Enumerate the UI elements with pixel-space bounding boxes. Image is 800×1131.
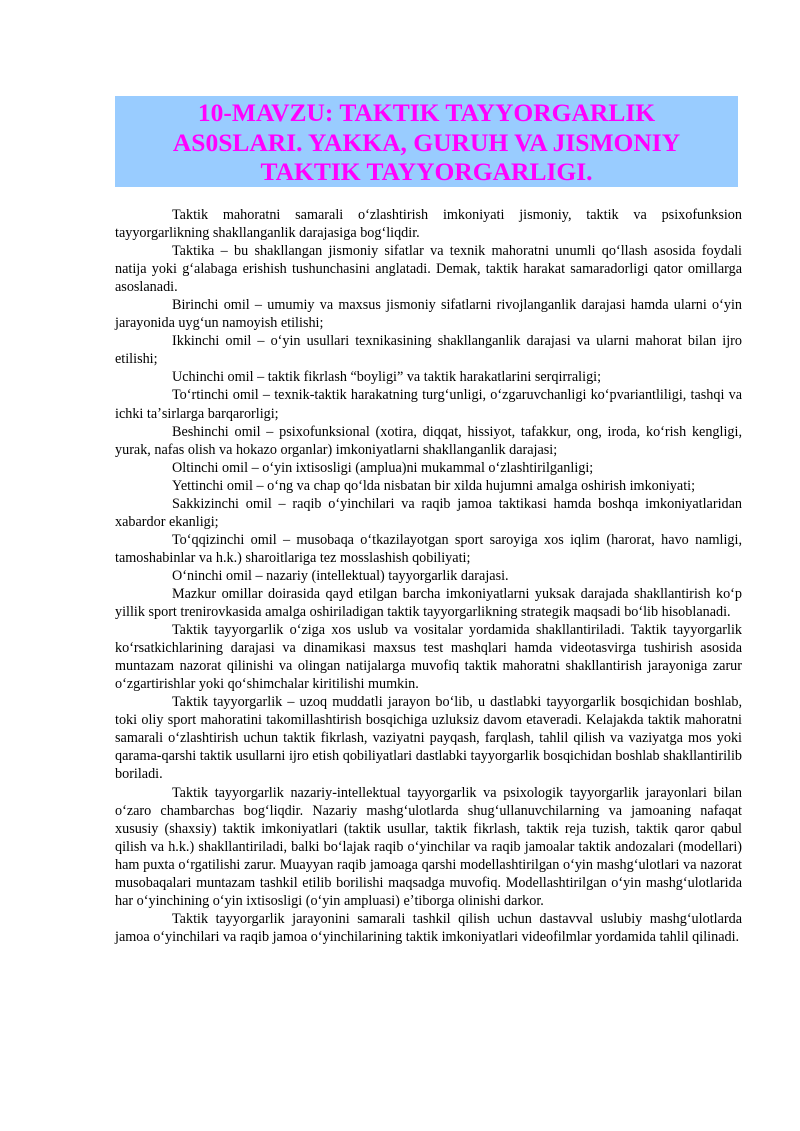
paragraph-1: Taktik mahoratni samarali oʻzlashtirish imkoniyati jismoniy, taktik va psixofunksion tayyorgarlikning shakllanganlik darajasiga bogʻliqdir. — [115, 207, 742, 242]
title-line-3: TAKTIK TAYYORGARLIGI. — [260, 157, 593, 186]
paragraph-8: Oltinchi omil – oʻyin ixtisosligi (amplua)ni mukammal oʻzlashtirilganligi; — [172, 459, 594, 476]
paragraph-17: Taktik tayyorgarlik jarayonini samarali tashkil qilish uchun dastavval uslubiy mashgʻulotlarda jamoa oʻyinchilari va raqib jamoa oʻyinchilarining taktik imkoniyatlari videofilmlar yordamida tahlil qilinadi. — [115, 910, 742, 945]
title-line-1: 10-MAVZU: TAKTIK TAYYORGARLIK — [197, 98, 656, 127]
paragraph-16: Taktik tayyorgarlik nazariy-intellektual tayyorgarlik va psixologik tayyorgarlik jarayonlari bilan oʻzaro chambarchas bogʻliqdir. Nazariy mashgʻulotlarda shugʻullanuvchilarning va jamoaning nafaqat xususiy (shaxsiy) taktik imkoniyatlari (taktik usullar, taktik fikrlash, taktik reja tuzish, taktik qaror qabul qilish va h.k.) shakllantiriladi, balki boʻlajak raqib oʻyinchilar va raqib jamoalar taktik andozalari (modellari) ham puxta oʻrgatilishi zarur. Muayyan raqib jamoaga qarshi modellashtirilgan oʻyin mashgʻulotlari va nazorat musobaqalari muntazam tashkil etilib borilishi maqsadga muvofiq. Modellashtirilgan oʻyin mashgʻulotlarida har oʻyinchining oʻyin ixtisosligi (oʻyin ampluasi) eʼtiborga olinishi darkor. — [115, 784, 742, 909]
paragraph-11: Toʻqqizinchi omil – musobaqa oʻtkazilayotgan sport saroyiga xos iqlim (harorat, havo namligi, tamoshabinlar va h.k.) sharoitlariga tez mosslashish qobiliyati; — [115, 531, 742, 566]
paragraph-15: Taktik tayyorgarlik – uzoq muddatli jarayon boʻlib, u dastlabki tayyorgarlik bosqichidan boshlab, toki oliy sport mahoratini takomillashtirish bosqichiga uzluksiz davom etaveradi. Kelajakda taktik mahoratni samarali oʻzlashtirish uchun taktik fikrlash, vaziyatni payqash, farqlash, tahlil qilish va vaziyatga mos yoki qarama-qarshi taktik usullarni ijro etish qobiliyatlari dastlabki tayyorgarlik bosqichidan boshlab shakllantirilib boriladi. — [115, 694, 742, 783]
body-text — [115, 206, 742, 946]
paragraph-10: Sakkizinchi omil – raqib oʻyinchilari va raqib jamoa taktikasi hamda boshqa imkoniyatlaridan xabardor ekanligi; — [115, 495, 742, 530]
page-title — [115, 98, 738, 187]
paragraph-3: Birinchi omil – umumiy va maxsus jismoniy sifatlarni rivojlanganlik darajasi hamda ularni oʻyin jarayonida uygʻun namoyish etilishi; — [115, 297, 742, 332]
title-line-2: AS0SLARI. YAKKA, GURUH VA JISMONIY — [172, 127, 681, 157]
paragraph-5: Uchinchi omil – taktik fikrlash “boyligi” va taktik harakatlarini serqirraligi; — [172, 369, 602, 386]
paragraph-9: Yettinchi omil – oʻng va chap qoʻlda nisbatan bir xilda hujumni amalga oshirish imkoniyati; — [172, 477, 696, 494]
paragraph-7: Beshinchi omil – psixofunksional (xotira, diqqat, hissiyot, tafakkur, ong, iroda, koʻrish kengligi, yurak, nafas olish va hokazo organlar) imkoniyatlarni shakllanganlik darajasi; — [115, 423, 742, 458]
paragraph-14: Taktik tayyorgarlik oʻziga xos uslub va vositalar yordamida shakllantiriladi. Taktik tayyorgarlik koʻrsatkichlarining darajasi va dinamikasi maxsus test mashqlari hamda videotasvirga tushirish asosida muntazam nazorat qilinishi va olingan natijalarga muvofiq taktik mahoratni shakllantirish jarayoniga zarur oʻzgartirishlar yoki qoʻshimchalar kiritilishi mumkin. — [115, 622, 742, 693]
paragraph-6: Toʻrtinchi omil – texnik-taktik harakatning turgʻunligi, oʻzgaruvchanligi koʻpvariantliligi, tashqi va ichki taʼsirlarga barqarorligi; — [115, 387, 742, 422]
paragraph-4: Ikkinchi omil – oʻyin usullari texnikasining shakllanganlik darajasi va ularni mahorat bilan ijro etilishi; — [115, 333, 742, 368]
paragraph-12: Oʻninchi omil – nazariy (intellektual) tayyorgarlik darajasi. — [172, 567, 509, 584]
paragraph-2: Taktika – bu shakllangan jismoniy sifatlar va texnik mahoratni unumli qoʻllash asosida foydali natija yoki gʻalabaga erishish tushunchasini anglatadi. Demak, taktik harakat samaradorligi qator omillarga asoslanadi. — [115, 243, 742, 296]
paragraph-13: Mazkur omillar doirasida qayd etilgan barcha imkoniyatlarni yuksak darajada shakllantirish koʻp yillik sport trenirovkasida amalga oshiriladigan taktik tayyorgarlikning strategik maqsadi boʻlib hisoblanadi. — [115, 585, 742, 621]
title-banner — [115, 96, 738, 187]
